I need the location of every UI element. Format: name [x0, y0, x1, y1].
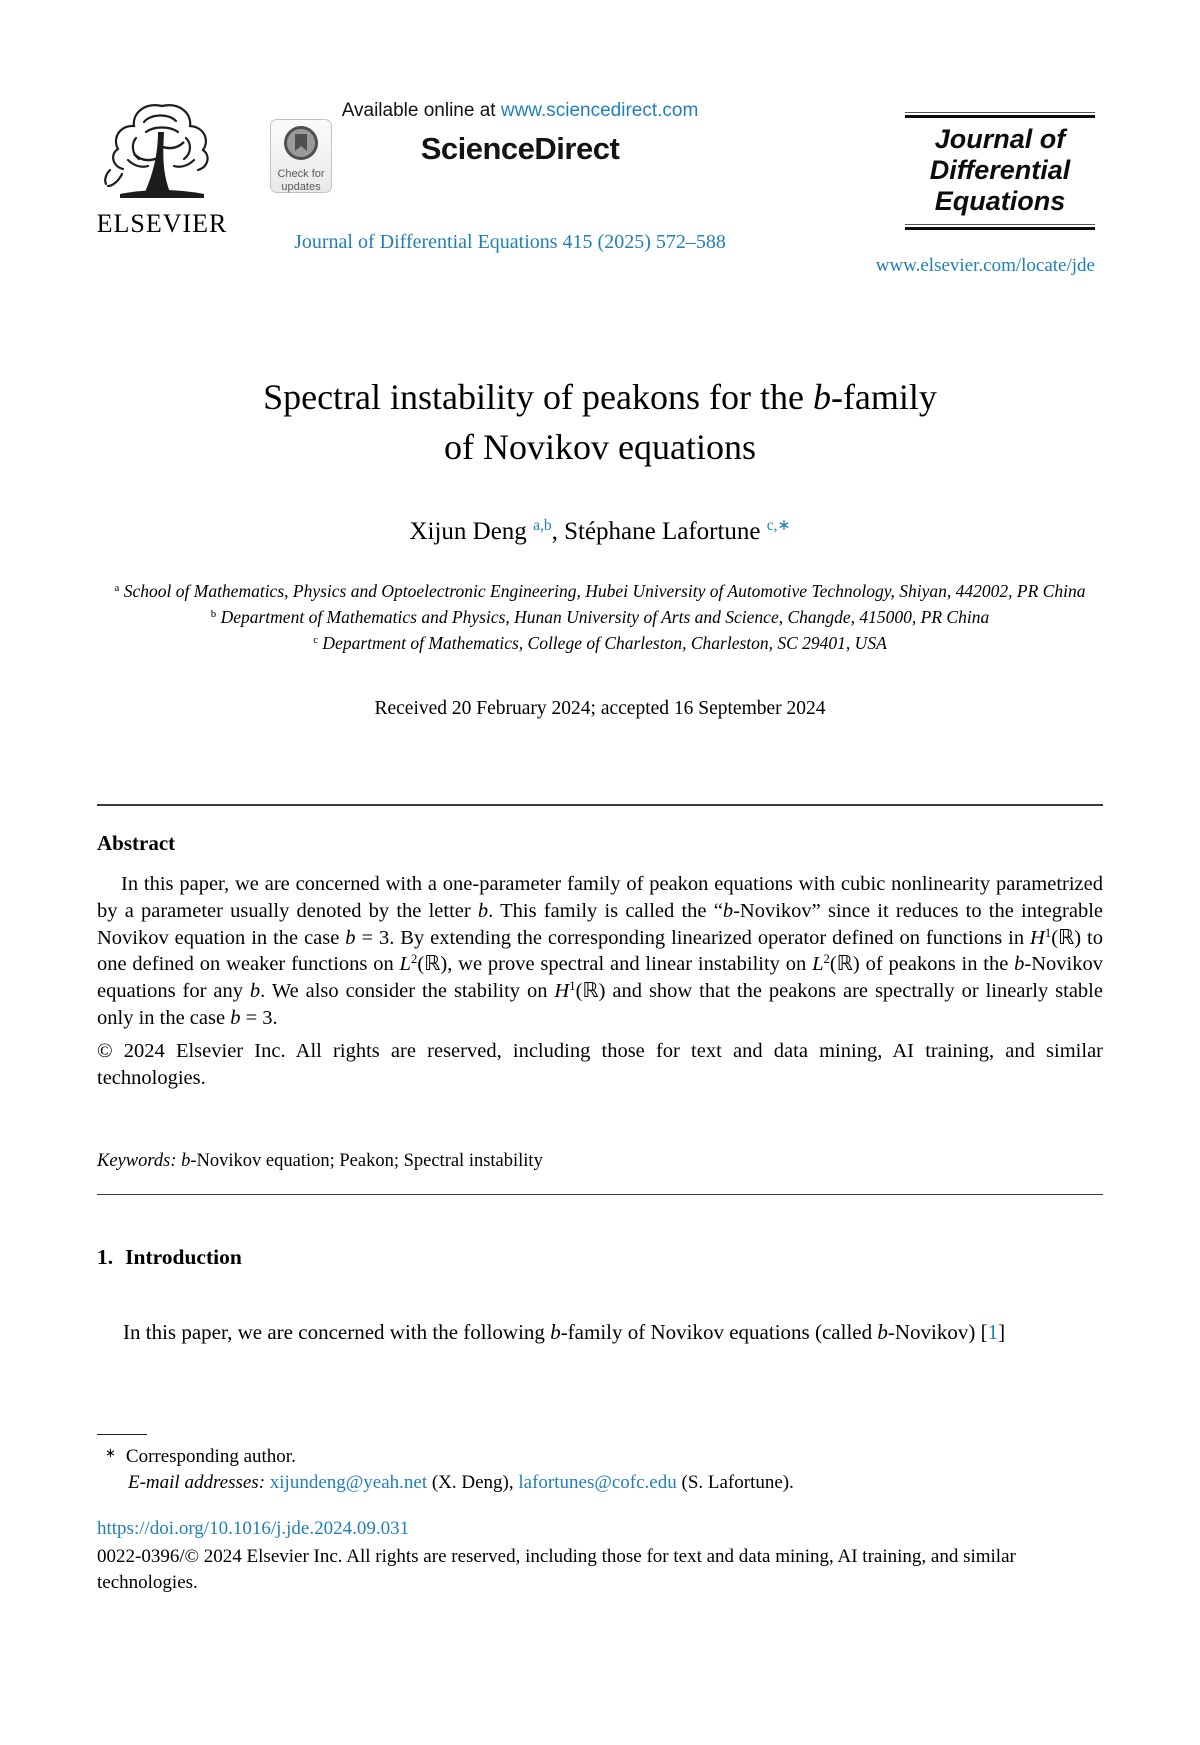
header-center: [240, 100, 800, 167]
text-segment: 2: [410, 952, 418, 967]
corresponding-author-text: Corresponding author.: [125, 1446, 296, 1467]
link[interactable]: c,∗: [766, 517, 791, 535]
journal-box-bottom-rule: [905, 224, 1095, 231]
section-title: Introduction: [125, 1245, 242, 1269]
text-segment: -Novikov” since it reduces to the integrable Novikov equation in the case: [97, 899, 1104, 949]
text-segment: b: [877, 1320, 888, 1344]
article-title: [97, 372, 1103, 472]
text-segment: 1: [569, 979, 576, 994]
text-segment: b: [249, 980, 261, 1003]
text-segment: In this paper, we are concerned with the following: [123, 1320, 551, 1344]
text-segment: b: [345, 926, 356, 949]
text-segment: b: [722, 899, 734, 922]
available-online-line: [240, 100, 800, 122]
text-segment: = 3.: [240, 1006, 278, 1029]
text-segment: 1: [1044, 925, 1052, 940]
keywords-line: [97, 1151, 1103, 1172]
text-segment: of Novikov equations: [444, 427, 756, 467]
issn-copyright-line: 0022-0396/© 2024 Elsevier Inc. All rights are reserved, including those for text and data mining, AI training, and similar technologies.: [97, 1546, 1016, 1593]
text-segment: (X. Deng),: [427, 1472, 519, 1493]
email-addresses-line: [128, 1472, 1108, 1494]
doi-link[interactable]: https://doi.org/10.1016/j.jde.2024.09.031: [97, 1518, 410, 1539]
journal-box-line3: Equations: [934, 186, 1066, 216]
text-segment: Spectral instability of peakons for the: [263, 377, 813, 417]
text-segment: . We also consider the stability on: [260, 980, 555, 1003]
text-segment: Department of Mathematics, College of Charleston, Charleston, SC 29401, USA: [318, 633, 887, 653]
affiliation-c: [97, 630, 1103, 656]
journal-title-box: [905, 112, 1095, 231]
affiliation-b: [97, 604, 1103, 630]
link[interactable]: lafortunes@cofc.edu: [518, 1472, 677, 1493]
link[interactable]: a,b: [533, 517, 552, 535]
text-segment: b: [812, 377, 831, 417]
text-segment: c: [313, 634, 319, 647]
text-segment: In this paper, we are concerned with a one-parameter family of peakon equations with cubic nonlinearity parametrized by a parameter usually denoted by the letter: [97, 873, 1103, 922]
check-badge-label-1: Check for: [277, 168, 325, 180]
text-segment: -family: [830, 377, 937, 417]
text-segment: School of Mathematics, Physics and Optoelectronic Engineering, Hubei University of Automotive Technology, Shiyan, 442002, PR China: [119, 581, 1086, 601]
text-segment: a: [114, 582, 120, 595]
sciencedirect-logo: ScienceDirect: [420, 131, 620, 166]
corresponding-author-note: [97, 1446, 1103, 1468]
journal-box-top-rule: [905, 112, 1095, 119]
text-segment: 2: [823, 952, 830, 967]
journal-box-line1: Journal of: [934, 124, 1066, 154]
received-accepted-line: Received 20 February 2024; accepted 16 September 2024: [374, 698, 826, 719]
elsevier-tree-icon: [98, 98, 226, 202]
journal-citation-link[interactable]: Journal of Differential Equations 415 (2025) 572–588: [294, 231, 726, 253]
sciencedirect-url-link[interactable]: www.sciencedirect.com: [500, 100, 699, 121]
footnote-rule: [97, 1434, 147, 1435]
link[interactable]: 1: [987, 1320, 999, 1344]
text-segment: , Stéphane Lafortune: [551, 518, 767, 545]
text-segment: Keywords:: [97, 1151, 182, 1171]
text-segment: (ℝ) and show that the peakons are spectrally or linearly stable only in the case: [97, 980, 1103, 1029]
author-line: [97, 518, 1103, 546]
introduction-paragraph: [97, 1318, 1103, 1347]
text-segment: b: [550, 1320, 561, 1344]
journal-box-line2: Differential: [929, 155, 1071, 185]
section-number: 1.: [97, 1245, 114, 1269]
article-title-line1: [97, 372, 1103, 422]
keywords-bottom-rule: [97, 1194, 1103, 1195]
affiliations: [97, 578, 1103, 656]
check-badge-label-2: updates: [281, 180, 321, 193]
text-segment: E-mail addresses:: [128, 1472, 270, 1493]
available-online-text: Available online at: [341, 100, 501, 121]
text-segment: b: [181, 1151, 191, 1171]
text-segment: b: [210, 608, 217, 621]
text-segment: -Novikov) [: [887, 1320, 988, 1344]
elsevier-locate-link[interactable]: www.elsevier.com/locate/jde: [875, 255, 1095, 276]
text-segment: H: [1030, 926, 1045, 949]
text-segment: -Novikov equation; Peakon; Spectral instability: [190, 1151, 543, 1171]
text-segment: H: [554, 980, 570, 1003]
link[interactable]: xijundeng@yeah.net: [269, 1472, 428, 1493]
text-segment: -family of Novikov equations (called: [560, 1320, 878, 1344]
abstract-heading: Abstract: [97, 831, 176, 855]
text-segment: Department of Mathematics and Physics, Hunan University of Arts and Science, Changde, 415000, PR China: [216, 607, 990, 627]
elsevier-logo: [96, 98, 228, 239]
text-segment: b: [230, 1006, 241, 1029]
text-segment: (ℝ) to one defined on weaker functions on: [97, 926, 1103, 976]
abstract-top-rule: [97, 804, 1103, 806]
affiliation-a: [97, 578, 1103, 604]
article-title-line2: [97, 422, 1103, 472]
text-segment: (ℝ) of peakons in the: [829, 953, 1015, 976]
abstract-body: [97, 871, 1103, 1032]
text-segment: ]: [998, 1320, 1006, 1344]
text-segment: Xijun Deng: [409, 518, 534, 545]
section-heading-introduction: [97, 1245, 242, 1270]
text-segment: L: [399, 953, 411, 976]
text-segment: b: [1014, 953, 1025, 976]
journal-box-title: [905, 119, 1095, 224]
text-segment: = 3. By extending the corresponding linearized operator defined on functions in: [355, 926, 1031, 949]
text-segment: b: [477, 899, 489, 922]
text-segment: (S. Lafortune).: [676, 1472, 794, 1493]
text-segment: . This family is called the “: [488, 899, 723, 922]
elsevier-wordmark: ELSEVIER: [96, 209, 228, 238]
corresponding-author-marker: ∗: [105, 1445, 116, 1460]
text-segment: -Novikov equations for any: [97, 953, 1103, 1003]
abstract-copyright: © 2024 Elsevier Inc. All rights are reserved, including those for text and data mining, AI training, and similar technologies.: [97, 1040, 1103, 1089]
text-segment: L: [812, 953, 824, 976]
text-segment: (ℝ), we prove spectral and linear instability on: [417, 953, 813, 976]
